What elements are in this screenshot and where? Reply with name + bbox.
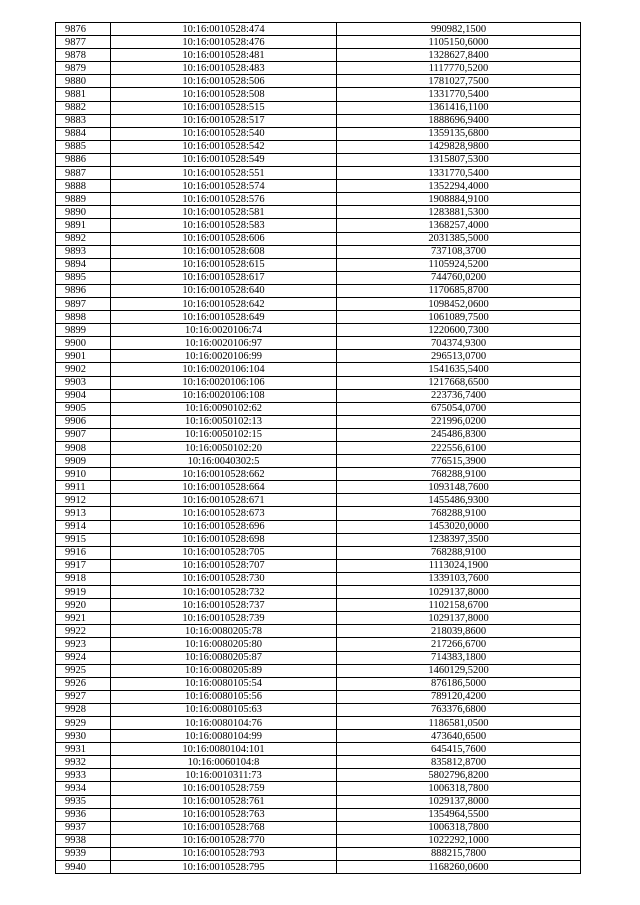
cadastral-number-cell: 10:16:0080205:87 — [111, 651, 337, 664]
cadastral-number-cell: 10:16:0040302:5 — [111, 455, 337, 468]
row-number-cell: 9921 — [56, 612, 111, 625]
value-cell: 1455486,9300 — [337, 494, 581, 507]
table-row — [56, 586, 581, 599]
cadastral-number-cell: 10:16:0080104:99 — [111, 730, 337, 743]
row-number-cell: 9940 — [56, 861, 111, 874]
table-row — [56, 167, 581, 180]
cadastral-number-cell: 10:16:0010528:707 — [111, 559, 337, 572]
cadastral-number-cell: 10:16:0010528:483 — [111, 62, 337, 75]
table-row — [56, 284, 581, 297]
table-row — [56, 75, 581, 88]
cadastral-number-cell: 10:16:0010528:662 — [111, 468, 337, 481]
row-number-cell: 9882 — [56, 101, 111, 114]
row-number-cell: 9932 — [56, 756, 111, 769]
table-row — [56, 402, 581, 415]
cadastral-number-cell: 10:16:0090102:62 — [111, 402, 337, 415]
row-number-cell: 9934 — [56, 782, 111, 795]
table-row — [56, 821, 581, 834]
value-cell: 714383,1800 — [337, 651, 581, 664]
value-cell: 1331770,5400 — [337, 167, 581, 180]
value-cell: 1283881,5300 — [337, 206, 581, 219]
row-number-cell: 9901 — [56, 350, 111, 363]
row-number-cell: 9885 — [56, 140, 111, 153]
row-number-cell: 9900 — [56, 337, 111, 350]
value-cell: 704374,9300 — [337, 337, 581, 350]
cadastral-number-cell: 10:16:0010528:549 — [111, 153, 337, 166]
table-row — [56, 664, 581, 677]
cadastral-number-cell: 10:16:0010528:671 — [111, 494, 337, 507]
value-cell: 1102158,6700 — [337, 599, 581, 612]
value-cell: 1170685,8700 — [337, 284, 581, 297]
value-cell: 1006318,7800 — [337, 821, 581, 834]
table-row — [56, 625, 581, 638]
table-row — [56, 481, 581, 494]
row-number-cell: 9930 — [56, 730, 111, 743]
value-cell: 1117770,5200 — [337, 62, 581, 75]
cadastral-number-cell: 10:16:0080105:54 — [111, 677, 337, 690]
cadastral-number-cell: 10:16:0010528:581 — [111, 206, 337, 219]
row-number-cell: 9887 — [56, 167, 111, 180]
cadastral-number-cell: 10:16:0050102:13 — [111, 415, 337, 428]
row-number-cell: 9935 — [56, 795, 111, 808]
table-row — [56, 206, 581, 219]
row-number-cell: 9902 — [56, 363, 111, 376]
cadastral-number-cell: 10:16:0010528:642 — [111, 297, 337, 310]
row-number-cell: 9894 — [56, 258, 111, 271]
table-row — [56, 703, 581, 716]
table-row — [56, 193, 581, 206]
value-cell: 1105150,6000 — [337, 36, 581, 49]
row-number-cell: 9916 — [56, 546, 111, 559]
table-row — [56, 507, 581, 520]
table-row — [56, 311, 581, 324]
row-number-cell: 9895 — [56, 271, 111, 284]
row-number-cell: 9928 — [56, 703, 111, 716]
cadastral-number-cell: 10:16:0010528:793 — [111, 847, 337, 860]
table-row — [56, 769, 581, 782]
cadastral-number-cell: 10:16:0010528:730 — [111, 572, 337, 585]
table-row — [56, 730, 581, 743]
row-number-cell: 9893 — [56, 245, 111, 258]
cadastral-number-cell: 10:16:0010528:517 — [111, 114, 337, 127]
value-cell: 1098452,0600 — [337, 297, 581, 310]
value-cell: 1006318,7800 — [337, 782, 581, 795]
table-row — [56, 533, 581, 546]
table-row — [56, 88, 581, 101]
cadastral-number-cell: 10:16:0080104:76 — [111, 716, 337, 729]
value-cell: 217266,6700 — [337, 638, 581, 651]
cadastral-number-cell: 10:16:0010528:673 — [111, 507, 337, 520]
cadastral-number-cell: 10:16:0010528:506 — [111, 75, 337, 88]
value-cell: 1093148,7600 — [337, 481, 581, 494]
cadastral-number-cell: 10:16:0080205:78 — [111, 625, 337, 638]
table-row — [56, 795, 581, 808]
value-cell: 1186581,0500 — [337, 716, 581, 729]
row-number-cell: 9881 — [56, 88, 111, 101]
row-number-cell: 9903 — [56, 376, 111, 389]
cadastral-number-cell: 10:16:0010528:542 — [111, 140, 337, 153]
cadastral-number-cell: 10:16:0020106:99 — [111, 350, 337, 363]
row-number-cell: 9933 — [56, 769, 111, 782]
row-number-cell: 9918 — [56, 572, 111, 585]
table-row — [56, 690, 581, 703]
table-row — [56, 559, 581, 572]
table-row — [56, 834, 581, 847]
table-body — [56, 23, 581, 874]
value-cell: 223736,7400 — [337, 389, 581, 402]
value-cell: 1328627,8400 — [337, 49, 581, 62]
table-row — [56, 153, 581, 166]
table-row — [56, 258, 581, 271]
value-cell: 1460129,5200 — [337, 664, 581, 677]
row-number-cell: 9909 — [56, 455, 111, 468]
row-number-cell: 9937 — [56, 821, 111, 834]
cadastral-number-cell: 10:16:0010528:474 — [111, 23, 337, 36]
table-row — [56, 36, 581, 49]
table-row — [56, 546, 581, 559]
cadastral-number-cell: 10:16:0080105:63 — [111, 703, 337, 716]
cadastral-number-cell: 10:16:0010528:761 — [111, 795, 337, 808]
cadastral-number-cell: 10:16:0010528:515 — [111, 101, 337, 114]
value-cell: 990982,1500 — [337, 23, 581, 36]
row-number-cell: 9898 — [56, 311, 111, 324]
row-number-cell: 9878 — [56, 49, 111, 62]
row-number-cell: 9884 — [56, 127, 111, 140]
value-cell: 1029137,8000 — [337, 795, 581, 808]
value-cell: 473640,6500 — [337, 730, 581, 743]
value-cell: 245486,8300 — [337, 428, 581, 441]
table-row — [56, 232, 581, 245]
cadastral-number-cell: 10:16:0020106:108 — [111, 389, 337, 402]
table-row — [56, 219, 581, 232]
value-cell: 1453020,0000 — [337, 520, 581, 533]
row-number-cell: 9917 — [56, 559, 111, 572]
cadastral-number-cell: 10:16:0060104:8 — [111, 756, 337, 769]
value-cell: 1781027,7500 — [337, 75, 581, 88]
cadastral-number-cell: 10:16:0010528:705 — [111, 546, 337, 559]
cadastral-number-cell: 10:16:0010528:540 — [111, 127, 337, 140]
row-number-cell: 9938 — [56, 834, 111, 847]
table-row — [56, 782, 581, 795]
table-row — [56, 114, 581, 127]
table-row — [56, 23, 581, 36]
row-number-cell: 9931 — [56, 743, 111, 756]
cadastral-number-cell: 10:16:0020106:74 — [111, 324, 337, 337]
table-row — [56, 127, 581, 140]
cadastral-number-cell: 10:16:0080205:80 — [111, 638, 337, 651]
row-number-cell: 9899 — [56, 324, 111, 337]
cadastral-number-cell: 10:16:0010528:763 — [111, 808, 337, 821]
cadastral-number-cell: 10:16:0010528:608 — [111, 245, 337, 258]
row-number-cell: 9910 — [56, 468, 111, 481]
row-number-cell: 9915 — [56, 533, 111, 546]
row-number-cell: 9919 — [56, 586, 111, 599]
row-number-cell: 9886 — [56, 153, 111, 166]
table-row — [56, 376, 581, 389]
table-row — [56, 350, 581, 363]
cadastral-number-cell: 10:16:0010528:615 — [111, 258, 337, 271]
row-number-cell: 9877 — [56, 36, 111, 49]
table-row — [56, 677, 581, 690]
value-cell: 296513,0700 — [337, 350, 581, 363]
row-number-cell: 9926 — [56, 677, 111, 690]
row-number-cell: 9924 — [56, 651, 111, 664]
value-cell: 1429828,9800 — [337, 140, 581, 153]
row-number-cell: 9905 — [56, 402, 111, 415]
row-number-cell: 9927 — [56, 690, 111, 703]
value-cell: 876186,5000 — [337, 677, 581, 690]
row-number-cell: 9929 — [56, 716, 111, 729]
row-number-cell: 9908 — [56, 442, 111, 455]
table-row — [56, 180, 581, 193]
value-cell: 768288,9100 — [337, 546, 581, 559]
row-number-cell: 9876 — [56, 23, 111, 36]
value-cell: 222556,6100 — [337, 442, 581, 455]
value-cell: 1315807,5300 — [337, 153, 581, 166]
cadastral-number-cell: 10:16:0020106:97 — [111, 337, 337, 350]
cadastral-number-cell: 10:16:0010528:732 — [111, 586, 337, 599]
table-row — [56, 638, 581, 651]
table-row — [56, 716, 581, 729]
cadastral-number-cell: 10:16:0050102:20 — [111, 442, 337, 455]
row-number-cell: 9879 — [56, 62, 111, 75]
value-cell: 1217668,6500 — [337, 376, 581, 389]
value-cell: 218039,8600 — [337, 625, 581, 638]
table-row — [56, 612, 581, 625]
cadastral-number-cell: 10:16:0010528:551 — [111, 167, 337, 180]
row-number-cell: 9925 — [56, 664, 111, 677]
table-row — [56, 520, 581, 533]
value-cell: 1368257,4000 — [337, 219, 581, 232]
value-cell: 675054,0700 — [337, 402, 581, 415]
cadastral-number-cell: 10:16:0010528:664 — [111, 481, 337, 494]
cadastral-number-cell: 10:16:0010528:606 — [111, 232, 337, 245]
row-number-cell: 9896 — [56, 284, 111, 297]
cadastral-number-cell: 10:16:0080104:101 — [111, 743, 337, 756]
row-number-cell: 9913 — [56, 507, 111, 520]
value-cell: 1352294,4000 — [337, 180, 581, 193]
cadastral-number-cell: 10:16:0010528:795 — [111, 861, 337, 874]
value-cell: 1888696,9400 — [337, 114, 581, 127]
value-cell: 1908884,9100 — [337, 193, 581, 206]
value-cell: 1029137,8000 — [337, 586, 581, 599]
row-number-cell: 9923 — [56, 638, 111, 651]
cadastral-value-table — [55, 22, 581, 874]
value-cell: 1354964,5500 — [337, 808, 581, 821]
row-number-cell: 9936 — [56, 808, 111, 821]
row-number-cell: 9912 — [56, 494, 111, 507]
cadastral-number-cell: 10:16:0010528:737 — [111, 599, 337, 612]
value-cell: 1339103,7600 — [337, 572, 581, 585]
value-cell: 2031385,5000 — [337, 232, 581, 245]
cadastral-number-cell: 10:16:0010528:617 — [111, 271, 337, 284]
row-number-cell: 9892 — [56, 232, 111, 245]
table-row — [56, 743, 581, 756]
value-cell: 1220600,7300 — [337, 324, 581, 337]
row-number-cell: 9911 — [56, 481, 111, 494]
row-number-cell: 9907 — [56, 428, 111, 441]
value-cell: 1541635,5400 — [337, 363, 581, 376]
value-cell: 5802796,8200 — [337, 769, 581, 782]
row-number-cell: 9904 — [56, 389, 111, 402]
row-number-cell: 9888 — [56, 180, 111, 193]
table-row — [56, 245, 581, 258]
value-cell: 768288,9100 — [337, 507, 581, 520]
table-row — [56, 572, 581, 585]
cadastral-number-cell: 10:16:0010528:759 — [111, 782, 337, 795]
row-number-cell: 9920 — [56, 599, 111, 612]
cadastral-number-cell: 10:16:0010528:770 — [111, 834, 337, 847]
table-row — [56, 442, 581, 455]
value-cell: 1331770,5400 — [337, 88, 581, 101]
row-number-cell: 9891 — [56, 219, 111, 232]
value-cell: 1113024,1900 — [337, 559, 581, 572]
value-cell: 1359135,6800 — [337, 127, 581, 140]
cadastral-number-cell: 10:16:0020106:104 — [111, 363, 337, 376]
row-number-cell: 9906 — [56, 415, 111, 428]
table-row — [56, 324, 581, 337]
table-row — [56, 337, 581, 350]
table-row — [56, 455, 581, 468]
table-row — [56, 428, 581, 441]
value-cell: 1022292,1000 — [337, 834, 581, 847]
row-number-cell: 9897 — [56, 297, 111, 310]
value-cell: 768288,9100 — [337, 468, 581, 481]
table-row — [56, 468, 581, 481]
table-row — [56, 756, 581, 769]
row-number-cell: 9914 — [56, 520, 111, 533]
value-cell: 1168260,0600 — [337, 861, 581, 874]
row-number-cell: 9939 — [56, 847, 111, 860]
table-row — [56, 297, 581, 310]
value-cell: 737108,3700 — [337, 245, 581, 258]
row-number-cell: 9889 — [56, 193, 111, 206]
table-row — [56, 651, 581, 664]
cadastral-number-cell: 10:16:0010528:768 — [111, 821, 337, 834]
cadastral-number-cell: 10:16:0010528:698 — [111, 533, 337, 546]
cadastral-number-cell: 10:16:0010528:640 — [111, 284, 337, 297]
table-row — [56, 415, 581, 428]
cadastral-number-cell: 10:16:0080105:56 — [111, 690, 337, 703]
table-row — [56, 389, 581, 402]
value-cell: 645415,7600 — [337, 743, 581, 756]
row-number-cell: 9890 — [56, 206, 111, 219]
row-number-cell: 9922 — [56, 625, 111, 638]
cadastral-number-cell: 10:16:0010528:481 — [111, 49, 337, 62]
value-cell: 888215,7800 — [337, 847, 581, 860]
table-row — [56, 847, 581, 860]
value-cell: 221996,0200 — [337, 415, 581, 428]
table-row — [56, 101, 581, 114]
value-cell: 1238397,3500 — [337, 533, 581, 546]
value-cell: 1361416,1100 — [337, 101, 581, 114]
table-row — [56, 62, 581, 75]
table-row — [56, 140, 581, 153]
value-cell: 776515,3900 — [337, 455, 581, 468]
value-cell: 835812,8700 — [337, 756, 581, 769]
value-cell: 763376,6800 — [337, 703, 581, 716]
cadastral-number-cell: 10:16:0010528:508 — [111, 88, 337, 101]
table-row — [56, 49, 581, 62]
cadastral-number-cell: 10:16:0080205:89 — [111, 664, 337, 677]
cadastral-number-cell: 10:16:0010528:574 — [111, 180, 337, 193]
value-cell: 1105924,5200 — [337, 258, 581, 271]
table-row — [56, 271, 581, 284]
row-number-cell: 9883 — [56, 114, 111, 127]
cadastral-number-cell: 10:16:0010311:73 — [111, 769, 337, 782]
row-number-cell: 9880 — [56, 75, 111, 88]
cadastral-number-cell: 10:16:0010528:583 — [111, 219, 337, 232]
table-row — [56, 494, 581, 507]
table-row — [56, 861, 581, 874]
cadastral-number-cell: 10:16:0010528:649 — [111, 311, 337, 324]
value-cell: 1029137,8000 — [337, 612, 581, 625]
cadastral-number-cell: 10:16:0050102:15 — [111, 428, 337, 441]
table-row — [56, 808, 581, 821]
value-cell: 789120,4200 — [337, 690, 581, 703]
cadastral-number-cell: 10:16:0010528:739 — [111, 612, 337, 625]
cadastral-number-cell: 10:16:0010528:696 — [111, 520, 337, 533]
cadastral-number-cell: 10:16:0010528:576 — [111, 193, 337, 206]
cadastral-number-cell: 10:16:0010528:476 — [111, 36, 337, 49]
value-cell: 1061089,7500 — [337, 311, 581, 324]
table-row — [56, 363, 581, 376]
cadastral-number-cell: 10:16:0020106:106 — [111, 376, 337, 389]
value-cell: 744760,0200 — [337, 271, 581, 284]
table-row — [56, 599, 581, 612]
